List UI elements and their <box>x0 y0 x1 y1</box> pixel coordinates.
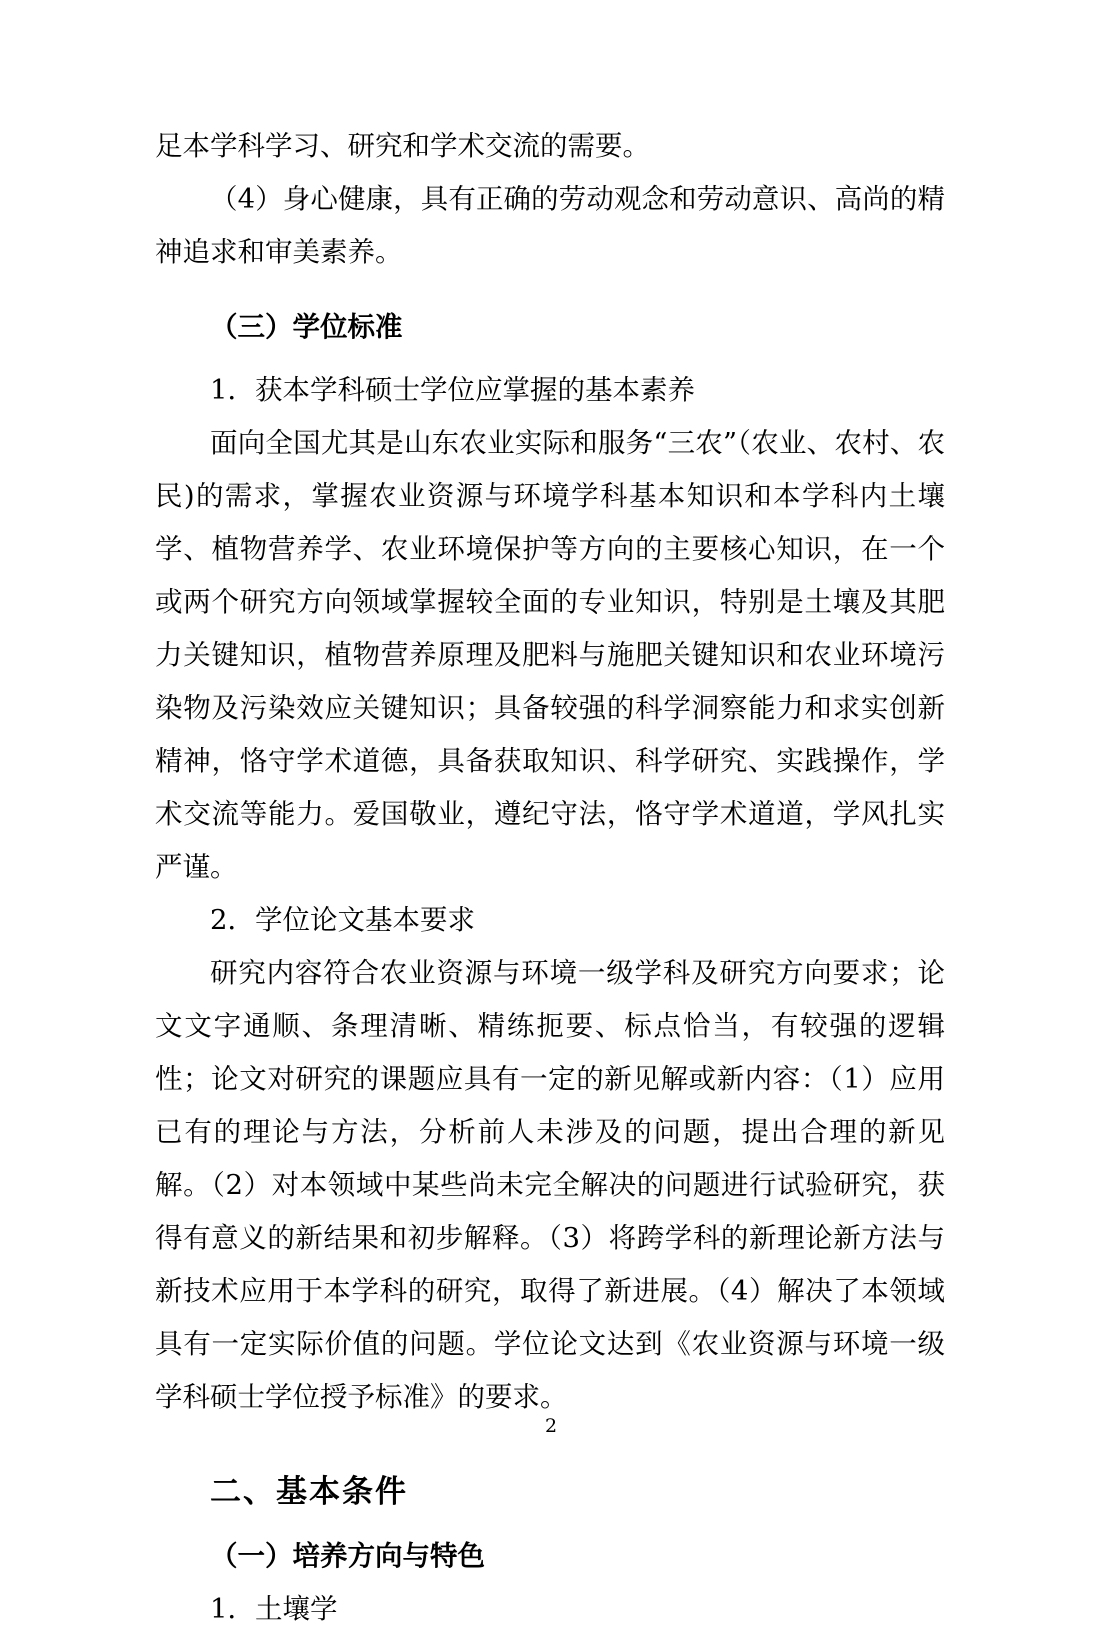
list-item-1-basic-literacy: 1．获本学科硕士学位应掌握的基本素养 <box>210 374 695 406</box>
paragraph-basic-literacy-body: 面向全国尤其是山东农业实际和服务“三农”（农业、农村、农民)的需求，掌握农业资源与环境学科基本知识和本学科内土壤学、植物营养学、农业环境保护等方向的主要核心知识，在一个或两个研究方向领域掌握较全面的专业知识，特别是土壤及其肥力关键知识，植物营养原理及肥料与施肥关键知识和农业环境污染物及污染效应关键知识；具备较强的科学洞察能力和求实创新精神，恪守学术道德，具备获取知识、科学研究、实践操作，学术交流等能力。爱国敬业，遵纪守法，恪守学术道道，学风扎实严谨。 <box>155 427 945 883</box>
paragraph-item-4: （4）身心健康，具有正确的劳动观念和劳动意识、高尚的精神追求和审美素养。 <box>155 183 945 268</box>
spacer <box>155 1520 945 1530</box>
heading-degree-standard: （三）学位标准 <box>210 311 403 343</box>
paragraph-thesis-requirements-body: 研究内容符合农业资源与环境一级学科及研究方向要求；论文文字通顺、条理清晰、精练扼要、标点恰当，有较强的逻辑性；论文对研究的课题应具有一定的新见解或新内容：（1）应用已有的理论与方法，分析前人未涉及的问题，提出合理的新见解。（2）对本领域中某些尚未完全解决的问题进行试验研究，获得有意义的新结果和初步解释。（3）将跨学科的新理论新方法与新技术应用于本学科的研究，取得了新进展。（4）解决了本领域具有一定实际价值的问题。学位论文达到《农业资源与环境一级学科硕士学位授予标准》的要求。 <box>155 957 945 1413</box>
spacer <box>155 354 945 364</box>
heading-training-direction: （一）培养方向与特色 <box>210 1540 485 1572</box>
spacer <box>155 279 945 301</box>
list-item-1-soil-science: 1．土壤学 <box>210 1593 338 1625</box>
paragraph-continuation: 足本学科学习、研究和学术交流的需要。 <box>155 130 650 162</box>
list-item-2-thesis-requirements: 2．学位论文基本要求 <box>210 904 475 936</box>
document-body <box>155 120 945 1636</box>
page-number: 2 <box>544 1415 558 1437</box>
heading-section-two: 二、基本条件 <box>210 1474 408 1510</box>
